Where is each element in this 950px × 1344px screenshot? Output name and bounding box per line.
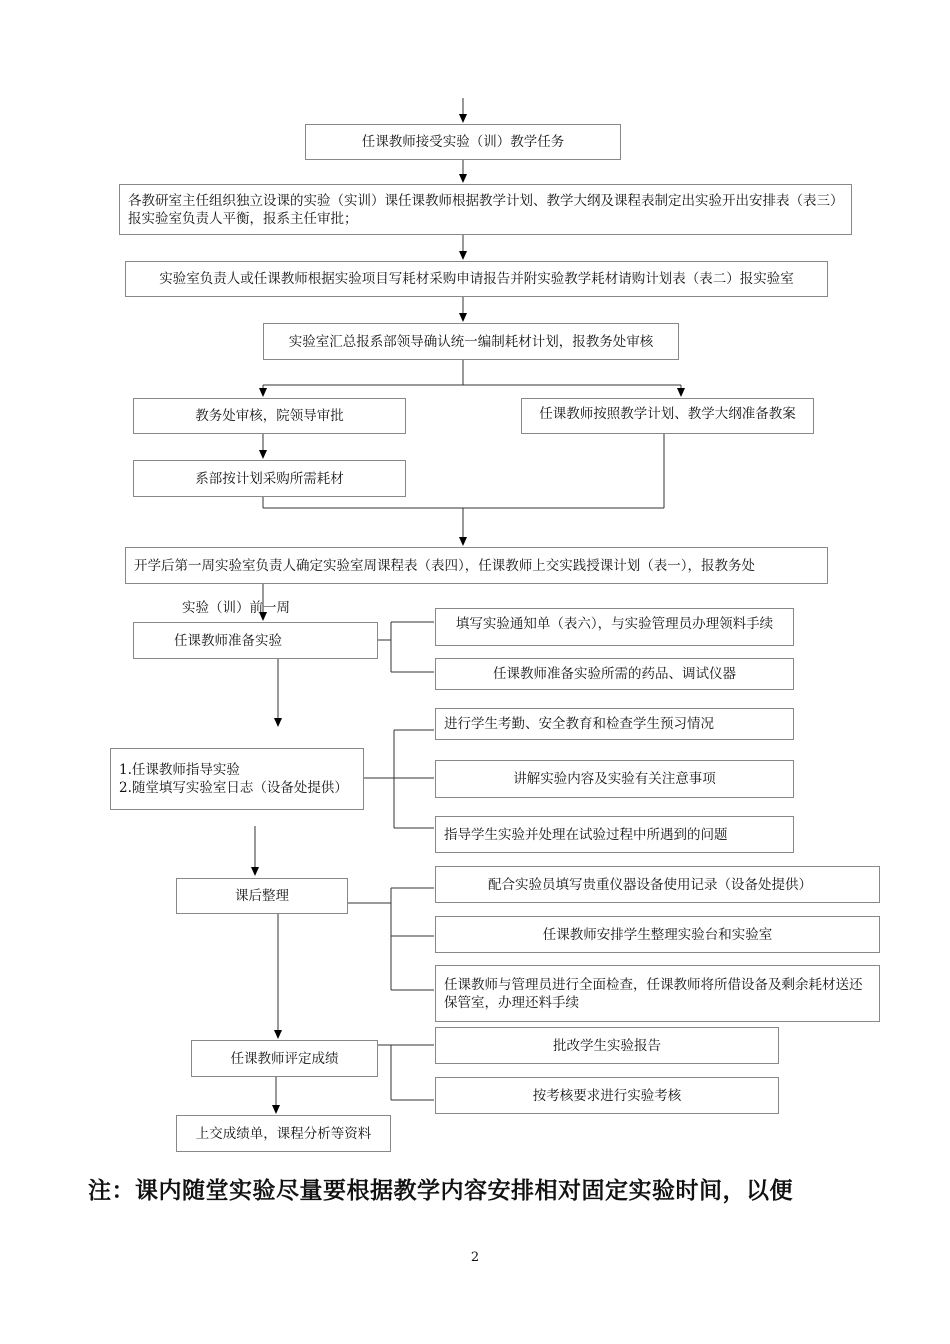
box-grade: 任课教师评定成绩: [191, 1040, 378, 1077]
box-tidy-lab: 任课教师安排学生整理实验台和实验室: [435, 916, 880, 953]
box-accept-task: 任课教师接受实验（训）教学任务: [305, 124, 621, 160]
box-grade-reports: 批改学生实验报告: [435, 1027, 779, 1064]
box-summary: 实验室汇总报系部领导确认统一编制耗材计划，报教务处审核: [263, 323, 679, 360]
box-academic-review: 教务处审核，院领导审批: [133, 398, 406, 434]
box-explain: 讲解实验内容及实验有关注意事项: [435, 760, 794, 798]
box-handle-problems: 指导学生实验并处理在试验过程中所遇到的问题: [435, 816, 794, 853]
box-exam: 按考核要求进行实验考核: [435, 1077, 779, 1114]
box-guide: [110, 748, 364, 810]
footnote: 注：课内随堂实验尽量要根据教学内容安排相对固定实验时间，以便: [88, 1177, 793, 1204]
box-submit: 上交成绩单，课程分析等资料: [176, 1115, 391, 1152]
box-record-usage: 配合实验员填写贵重仪器设备使用记录（设备处提供）: [435, 866, 880, 903]
box-prepare-experiment: 任课教师准备实验: [133, 622, 378, 659]
box-schedule: 各教研室主任组织独立设课的实验（实训）课任课教师根据教学计划、教学大纲及课程表制定出实验开出安排表（表三）报实验室负责人平衡，报系主任审批；: [119, 184, 852, 235]
guide-line-2: 2.随堂填写实验室日志（设备处提供）: [119, 780, 348, 796]
box-dept-purchase: 系部按计划采购所需耗材: [133, 460, 406, 497]
box-fill-notice: 填写实验通知单（表六），与实验管理员办理领料手续: [435, 608, 794, 646]
box-teacher-prepare-outline: 任课教师按照教学计划、教学大纲准备教案: [521, 398, 814, 434]
box-attendance: 进行学生考勤、安全教育和检查学生预习情况: [435, 708, 794, 740]
box-after-class: 课后整理: [176, 878, 348, 914]
label-week-before: 实验（训）前一周: [182, 600, 290, 616]
box-first-week: 开学后第一周实验室负责人确定实验室周课程表（表四），任课教师上交实践授课计划（表一），报教务处: [125, 547, 828, 584]
box-inspection: 任课教师与管理员进行全面检查，任课教师将所借设备及剩余耗材送还保管室，办理还料手续: [435, 965, 880, 1022]
page-number: 2: [470, 1250, 480, 1265]
box-purchase-request: 实验室负责人或任课教师根据实验项目写耗材采购申请报告并附实验教学耗材请购计划表（表二）报实验室: [125, 261, 828, 297]
guide-line-1: 1.任课教师指导实验: [119, 762, 240, 778]
box-prepare-materials: 任课教师准备实验所需的药品、调试仪器: [435, 658, 794, 690]
